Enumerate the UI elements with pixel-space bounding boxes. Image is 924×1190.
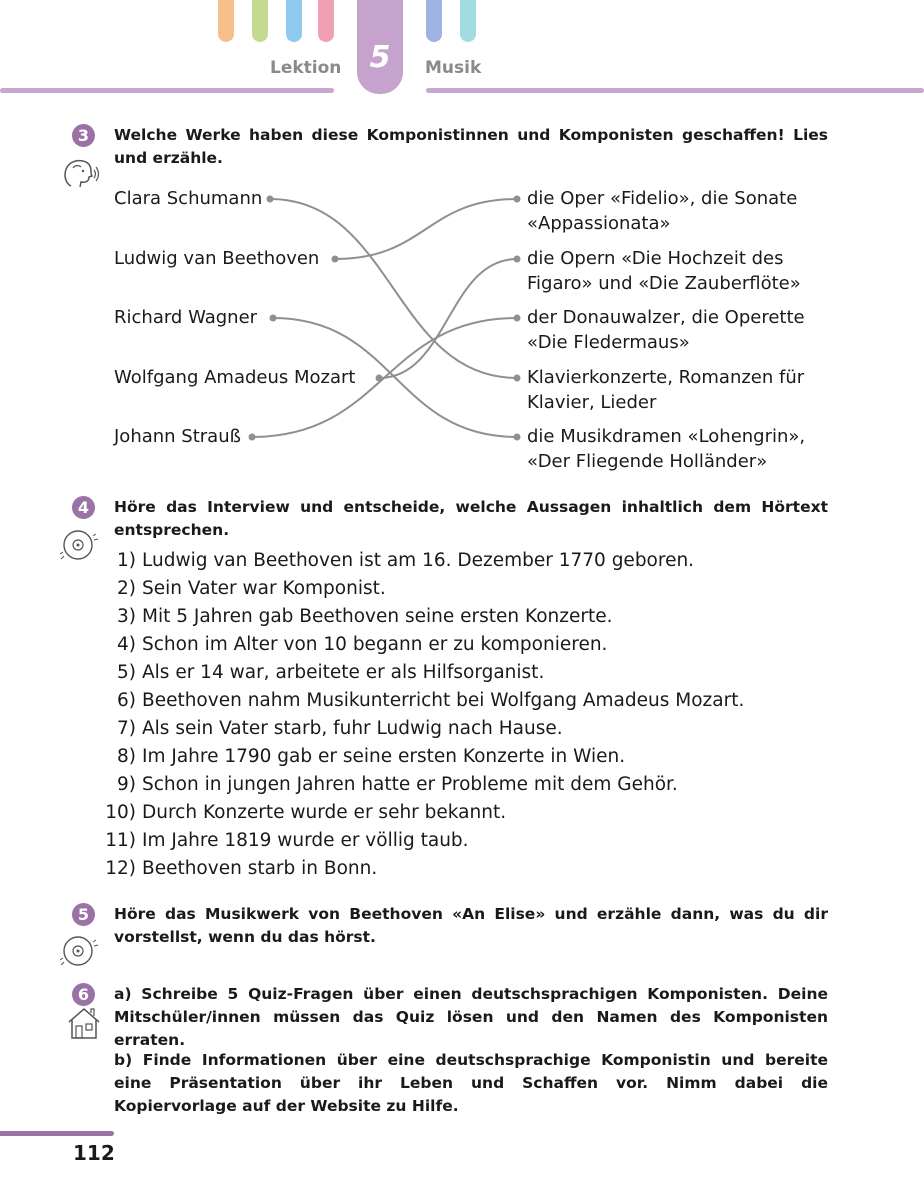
composer-item: Ludwig van Beethoven: [114, 248, 320, 269]
composer-dot: [267, 196, 274, 203]
item-number: 11): [105, 830, 136, 851]
list-item: [100, 827, 469, 855]
composer-dot: [376, 375, 383, 382]
exercise-number: 4: [72, 496, 95, 519]
item-number: 7): [117, 718, 136, 739]
item-number: 2): [117, 578, 136, 599]
item-text: Beethoven nahm Musikunterricht bei Wolfgang Amadeus Mozart.: [142, 690, 745, 711]
composer-item: Wolfgang Amadeus Mozart: [114, 367, 356, 388]
topic-label: Musik: [425, 58, 482, 78]
connection-line: [270, 199, 517, 378]
exercise-number: 6: [72, 983, 95, 1006]
list-item: [100, 715, 563, 743]
exercise-3-instruction: Welche Werke haben diese Komponistinnen und Komponisten geschaffen! Lies und erzähle.: [114, 126, 828, 167]
work-item: der Donauwalzer, die Operette «Die Fledermaus»: [527, 307, 805, 353]
list-item: [100, 547, 694, 575]
work-item: die Oper «Fidelio», die Sonate «Appassionata»: [527, 188, 798, 234]
work-item: Klavierkonzerte, Romanzen für Klavier, Lieder: [527, 367, 805, 413]
exercise-6-part-b: b) Finde Informationen über eine deutschsprachige Komponistin und bereite eine Präsentation über ihr Leben und Schaffen vor. Nimm dabei die Kopiervorlage auf der Website zu Hilfe.: [114, 1051, 828, 1115]
item-text: Im Jahre 1819 wurde er völlig taub.: [142, 830, 469, 851]
lesson-number: 5: [369, 40, 391, 75]
list-item: [100, 855, 377, 883]
item-number: 5): [117, 662, 136, 683]
list-item: [100, 603, 612, 631]
exercise-5-instruction: Höre das Musikwerk von Beethoven «An Elise» und erzähle dann, was du dir vorstellst, wenn du das hörst.: [114, 905, 828, 946]
item-text: Sein Vater war Komponist.: [142, 578, 386, 599]
list-item: [100, 575, 386, 603]
exercise-6-part-a: a) Schreibe 5 Quiz-Fragen über einen deutschsprachigen Komponisten. Deine Mitschüler/innen müssen das Quiz lösen und den Namen des Komponisten erraten.: [114, 985, 828, 1049]
item-text: Durch Konzerte wurde er sehr bekannt.: [142, 802, 507, 823]
work-dot: [514, 375, 521, 382]
item-text: Als sein Vater starb, fuhr Ludwig nach Hause.: [142, 718, 563, 739]
composer-item: Clara Schumann: [114, 188, 263, 209]
item-number: 8): [117, 746, 136, 767]
work-item: die Opern «Die Hochzeit des Figaro» und «Die Zauberflöte»: [527, 248, 801, 294]
item-text: Ludwig van Beethoven ist am 16. Dezember 1770 geboren.: [142, 550, 695, 571]
list-item: [100, 631, 607, 659]
item-text: Schon in jungen Jahren hatte er Probleme mit dem Gehör.: [142, 774, 678, 795]
item-number: 10): [105, 802, 136, 823]
list-item: [100, 799, 506, 827]
list-item: [100, 659, 544, 687]
work-item: die Musikdramen «Lohengrin», «Der Fliegende Holländer»: [527, 426, 806, 472]
composer-dot: [332, 256, 339, 263]
composer-item: Johann Strauß: [114, 426, 241, 447]
audio-cd-icon: [60, 934, 100, 968]
exercise-4-instruction: Höre das Interview und entscheide, welche Aussagen inhaltlich dem Hörtext entsprechen.: [114, 498, 828, 539]
composer-dot: [270, 315, 277, 322]
work-dot: [514, 434, 521, 441]
page-number: 112: [73, 1141, 115, 1165]
work-dot: [514, 196, 521, 203]
item-text: Beethoven starb in Bonn.: [142, 858, 378, 879]
item-number: 9): [117, 774, 136, 795]
exercise-number: 5: [72, 903, 95, 926]
composer-dot: [249, 434, 256, 441]
item-text: Als er 14 war, arbeitete er als Hilfsorganist.: [142, 662, 545, 683]
item-number: 3): [117, 606, 136, 627]
work-dot: [514, 256, 521, 263]
work-dot: [514, 315, 521, 322]
item-number: 6): [117, 690, 136, 711]
item-text: Im Jahre 1790 gab er seine ersten Konzerte in Wien.: [142, 746, 626, 767]
house-icon: [66, 1006, 102, 1040]
list-item: [100, 687, 744, 715]
lesson-label: Lektion: [270, 58, 342, 78]
item-number: 1): [117, 550, 136, 571]
item-number: 4): [117, 634, 136, 655]
connection-line: [335, 199, 517, 259]
list-item: [100, 771, 678, 799]
item-text: Schon im Alter von 10 begann er zu komponieren.: [142, 634, 608, 655]
list-item: [100, 743, 625, 771]
exercise-number: 3: [72, 124, 95, 147]
audio-cd-icon: [60, 528, 100, 562]
footer-rule: [0, 1131, 114, 1136]
composer-item: Richard Wagner: [114, 307, 258, 328]
item-number: 12): [105, 858, 136, 879]
item-text: Mit 5 Jahren gab Beethoven seine ersten Konzerte.: [142, 606, 613, 627]
